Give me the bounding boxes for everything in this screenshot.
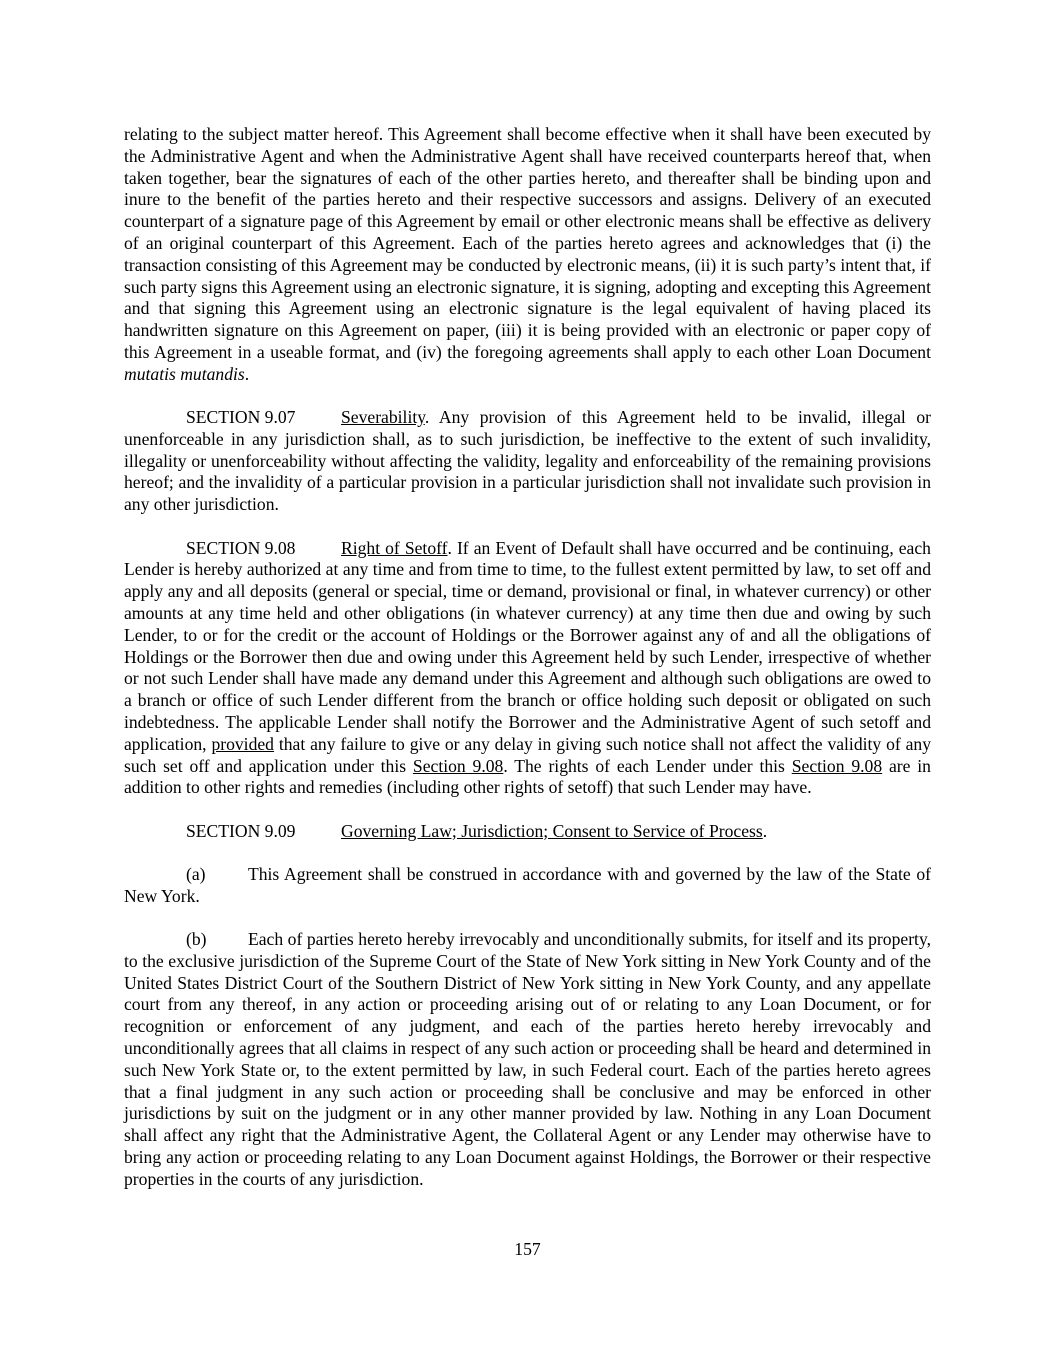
section-9-08 [124,538,931,800]
section-body: that any failure to give or any delay in giving such notice shall not affect the validity of any such set off and application under this [124,733,931,776]
section-number: SECTION 9.08 [186,537,296,558]
section-9-09 [124,821,931,843]
paragraph-continuation [124,124,931,386]
section-reference: Section 9.08 [412,755,504,776]
subsection-label: (b) [186,929,207,949]
document-page [124,124,931,1191]
subsection-text: Each of parties hereto hereby irrevocably and unconditionally submits, for itself and its property, to the exclusive jurisdiction of the Supreme Court of the State of New York sitting in New York County and of the United States District Court of the Southern District of New York sitting in New York County, and any appellate court from any thereof, in any action or proceeding arising out of or relating to any Loan Document, or for recognition or enforcement of any judgment, and each of the parties hereto hereby irrevocably and unconditionally agrees that all claims in respect of any such action or proceeding shall be heard and determined in such New York State or, to the extent permitted by law, in such Federal court. Each of the parties hereto agrees that a final judgment in any such action or proceeding shall be conclusive and may be enforced in other jurisdictions by suit on the judgment or in any other manner provided by law. Nothing in any Loan Document shall affect any right that the Administrative Agent, the Collateral Agent or any Lender may otherwise have to bring any action or proceeding relating to any Loan Document against Holdings, the Borrower or their respective properties in the courts of any jurisdiction. [124,929,931,1189]
section-body: . Any provision of this Agreement held to be invalid, illegal or unenforceable in any jurisdiction shall, as to such jurisdiction, be ineffective to the extent of such invalidity, illegality or unenforceability without affecting the validity, legality and enforceability of the remaining provisions hereof; and the invalidity of a particular provision in a particular jurisdiction shall not invalidate such provision in any other jurisdiction. [124,407,931,515]
section-heading: Right of Setoff [341,537,448,558]
section-body: are in addition to other rights and remedies (including other rights of setoff) that such Lender may have. [124,755,931,798]
continuation-end: . [244,363,250,384]
section-number: SECTION 9.07 [186,407,296,428]
section-reference: Section 9.08 [791,755,883,776]
provided-term: provided [211,733,274,754]
section-heading: Severability [341,407,425,428]
continuation-text: relating to the subject matter hereof. This Agreement shall become effective when it shall have been executed by the Administrative Agent and when the Administrative Agent shall have received counterparts hereof that, when taken together, bear the signatures of each of the other parties hereto, and thereafter shall be binding upon and inure to the benefit of the parties hereto and their respective successors and assigns. Delivery of an executed counterpart of a signature page of this Agreement by email or other electronic means shall be effective as delivery of an original counterpart of this Agreement. Each of the parties hereto agrees and acknowledges that (i) the transaction consisting of this Agreement may be conducted by electronic means, (ii) it is such party’s intent that, if such party signs this Agreement using an electronic signature, it is signing, adopting and excepting this Agreement and that signing this Agreement using an electronic signature is the legal equivalent of having placed its handwritten signature on this Agreement on paper, (iii) it is being provided with an electronic or paper copy of this Agreement in a useable format, and (iv) the foregoing agreements shall apply to each other Loan Document [124,124,931,362]
page-number: 157 [514,1239,541,1259]
subsection-label: (a) [186,863,206,884]
italic-term: mutatis mutandis [124,363,245,384]
subsection-a [124,864,931,908]
section-body: . The rights of each Lender under this [503,755,792,776]
section-number: SECTION 9.09 [186,820,296,841]
subsection-b [124,929,931,1191]
section-9-07 [124,407,931,516]
section-body: . If an Event of Default shall have occurred and be continuing, each Lender is hereby authorized at any time and from time to time, to the fullest extent permitted by law, to set off and apply any and all deposits (general or special, time or demand, provisional or final, in whatever currency) or other amounts at any time held and other obligations (in whatever currency) at any time then due and owing by such Lender, to or for the credit or the account of Holdings or the Borrower against any of and all the obligations of Holdings or the Borrower then due and owing under this Agreement held by such Lender, irrespective of whether or not such Lender shall have made any demand under this Agreement and although such obligations are owed to a branch or office of such Lender different from the branch or office holding such deposit or obligated on such indebtedness. The applicable Lender shall notify the Borrower and the Administrative Agent of such setoff and application, [124,537,931,754]
section-heading-end: . [762,820,768,841]
section-heading: Governing Law; Jurisdiction; Consent to Service of Process [341,820,763,841]
subsection-text: This Agreement shall be construed in accordance with and governed by the law of the State of New York. [124,863,931,906]
